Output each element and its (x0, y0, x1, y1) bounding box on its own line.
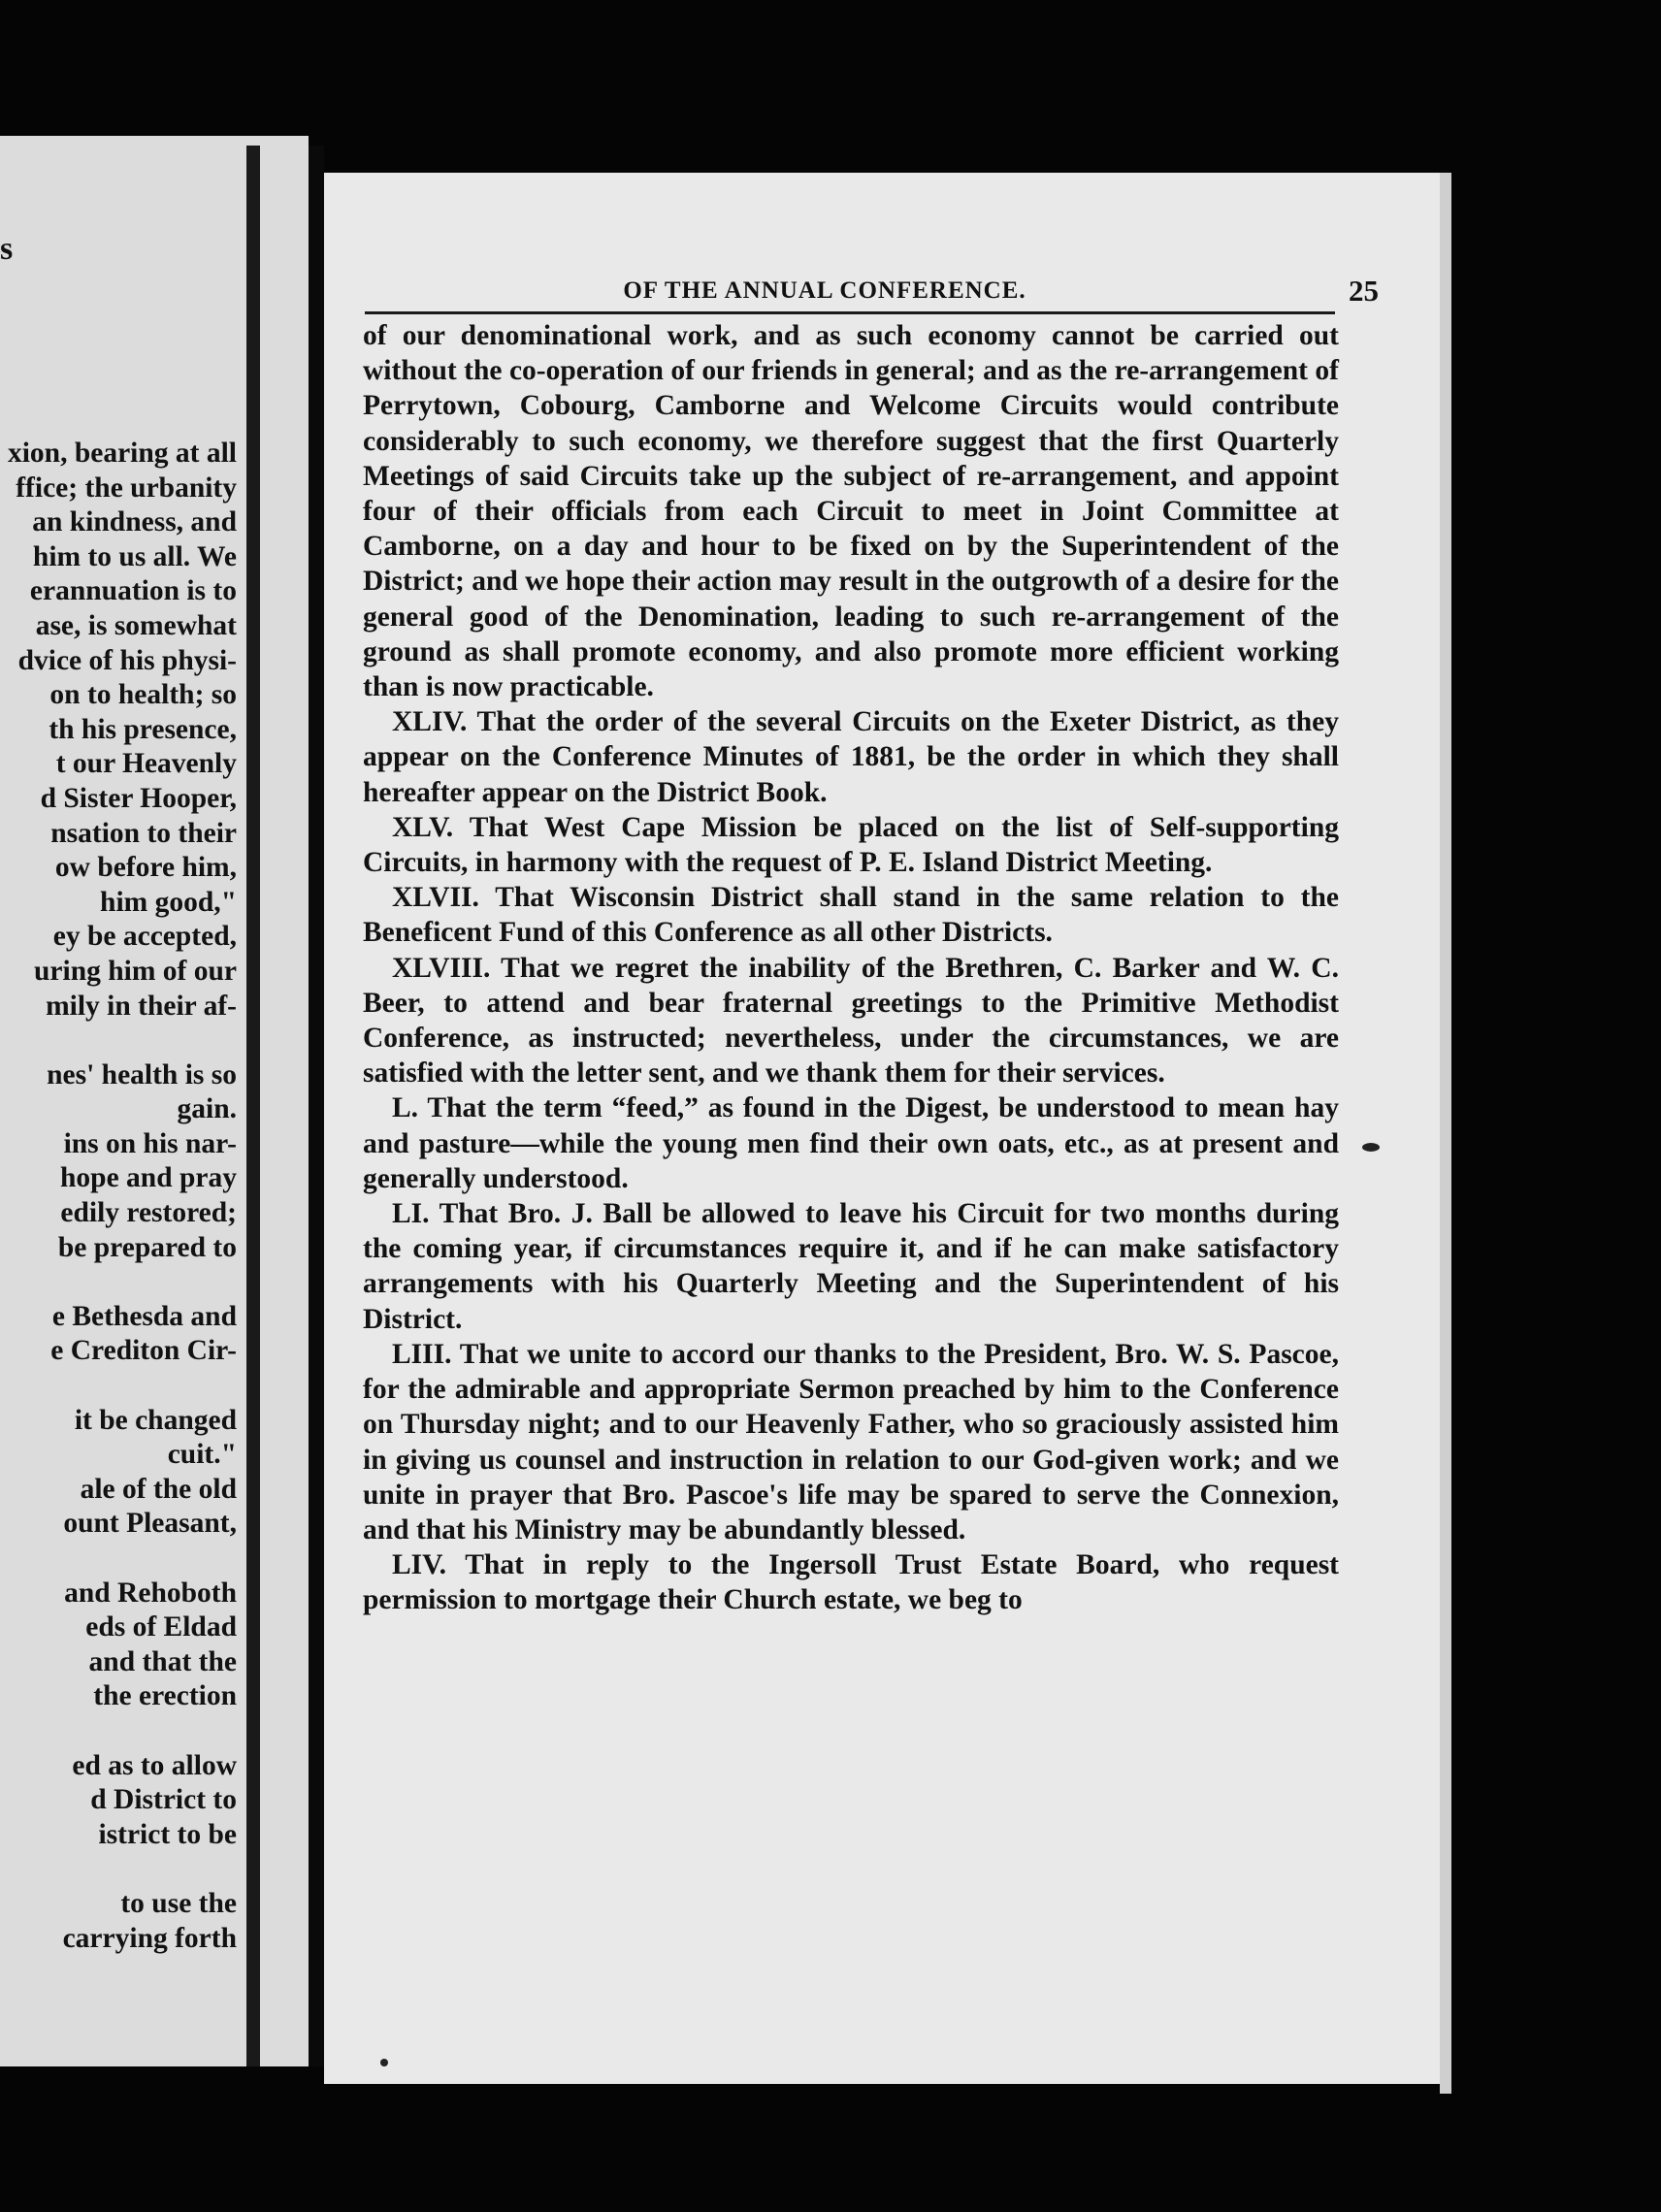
left-line: ey be accepted, (52, 921, 237, 953)
left-line: hope and pray (60, 1162, 237, 1194)
left-line (0, 1024, 237, 1058)
left-line: e Bethesda and (51, 1300, 237, 1332)
left-line: cuit." (167, 1439, 237, 1471)
resolution-xliv: XLIV. That the order of the several Circuits on the Exeter District, as they appear on the Conference Minutes of 1881, be the order in which they shall hereafter appear on the District Book. (363, 706, 1339, 808)
resolution-liii: LIII. That we unite to accord our thanks to the President, Bro. W. S. Pascoe, for the admirable and appropriate Sermon preached by him to the Conference on Thursday night; and to our Heavenly Father, who so graciously assisted him in giving us counsel and instruction in relation to our God-given work; and we unite in prayer that Bro. Pascoe's life may be spared to serve the Connexion, and that his Ministry may be abundantly blessed. (363, 1338, 1339, 1545)
left-line: ffice; the urbanity (16, 472, 237, 504)
left-line: t our Heavenly (55, 748, 237, 780)
left-line: nsation to their (50, 817, 237, 849)
left-line: ow before him, (54, 852, 237, 884)
resolution-li: LI. That Bro. J. Ball be allowed to leave his Circuit for two months during the coming year, if circumstances require it, and if he can make satisfactory arrangements with his Quarterly Meeting and the Superintendent of his District. (363, 1198, 1339, 1335)
left-line (0, 1369, 237, 1404)
left-line: erannuation is to (29, 575, 237, 607)
page-number: 25 (1349, 274, 1379, 308)
left-line: to use the (120, 1887, 237, 1919)
resolution-xlv: XLV. That West Cape Mission be placed on the list of Self-supporting Circuits, in harmony with the request of P. E. Island District Meeting. (363, 811, 1339, 879)
left-line: ale of the old (80, 1473, 237, 1505)
page-edge (1440, 173, 1451, 2094)
left-page-text-column (0, 437, 237, 1956)
left-line: ed as to allow (72, 1749, 237, 1781)
dust-speck (1362, 1143, 1380, 1152)
left-line (0, 1542, 237, 1577)
left-line: on to health; so (49, 679, 237, 711)
left-line: edily restored; (60, 1197, 237, 1229)
left-page-edge-shadow (246, 146, 260, 2066)
left-page-corner-text: s (0, 231, 14, 267)
paragraph-continued: of our denominational work, and as such economy cannot be carried out without the co-operation of our friends in general; and as the re-arrangement of Perrytown, Cobourg, Camborne and Welcome Circuits would contribute considerably to such economy, we therefore suggest that the first Quarterly Meetings of said Circuits take up the subject of re-arrangement, and appoint four of their officials from each Circuit to meet in Joint Committee at Camborne, on a day and hour to be fixed on by the Superintendent of the District; and we hope their action may result in the outgrowth of a desire for the general good of the Denomination, leading to such re-arrangement of the ground as shall promote economy, and also promote more efficient working than is now practicable. (363, 320, 1339, 703)
current-page (324, 173, 1440, 2084)
previous-page-fragment (0, 136, 309, 2066)
header-rule (365, 311, 1335, 314)
left-line: d District to (90, 1784, 237, 1816)
left-line (0, 1265, 237, 1300)
resolution-l: L. That the term “feed,” as found in the Digest, be understood to mean hay and pasture—while the young men find their own oats, etc., as at present and generally understood. (363, 1092, 1339, 1194)
left-line: him good," (100, 886, 237, 918)
resolution-xlviii: XLVIII. That we regret the inability of the Brethren, C. Barker and W. C. Beer, to attend and bear fraternal greetings to the Primitive Methodist Conference, as instructed; nevertheless, under the circumstances, we are satisfied with the letter sent, and we thank them for their services. (363, 952, 1339, 1090)
left-line: ase, is somewhat (35, 609, 237, 641)
binding-gutter (309, 146, 324, 2066)
left-line: e Crediton Cir- (50, 1335, 237, 1367)
left-line: gain. (177, 1093, 237, 1125)
left-line: dvice of his physi- (17, 644, 237, 676)
left-line: ins on his nar- (63, 1127, 237, 1159)
resolution-xlvii: XLVII. That Wisconsin District shall stand in the same relation to the Beneficent Fund of this Conference as all other Districts. (363, 882, 1339, 949)
left-line: d Sister Hooper, (40, 782, 237, 814)
left-line: nes' health is so (47, 1058, 237, 1090)
left-line: the erection (93, 1680, 237, 1712)
left-line: th his presence, (49, 713, 237, 745)
resolution-liv: LIV. That in reply to the Ingersoll Trust Estate Board, who request permission to mortgage their Church estate, we beg to (363, 1549, 1339, 1616)
left-line: be prepared to (57, 1231, 237, 1263)
left-line: carrying forth (62, 1922, 237, 1954)
left-line: and Rehoboth (64, 1577, 237, 1609)
left-line: mily in their af- (46, 990, 237, 1022)
left-line (0, 1852, 237, 1887)
left-line: xion, bearing at all (7, 438, 237, 469)
left-line: istrict to be (98, 1818, 237, 1850)
dust-speck (380, 2059, 388, 2066)
left-line: ount Pleasant, (63, 1508, 237, 1540)
left-line: him to us all. We (32, 540, 237, 572)
left-line: uring him of our (34, 955, 237, 987)
left-line: an kindness, and (32, 506, 237, 538)
running-head-title: OF THE ANNUAL CONFERENCE. (623, 277, 1026, 304)
running-head (369, 270, 1494, 309)
left-line: and that the (88, 1645, 237, 1677)
left-line (0, 1714, 237, 1749)
page-body (363, 318, 1339, 1618)
left-line: it be changed (74, 1404, 237, 1436)
left-line: eds of Eldad (85, 1611, 237, 1643)
